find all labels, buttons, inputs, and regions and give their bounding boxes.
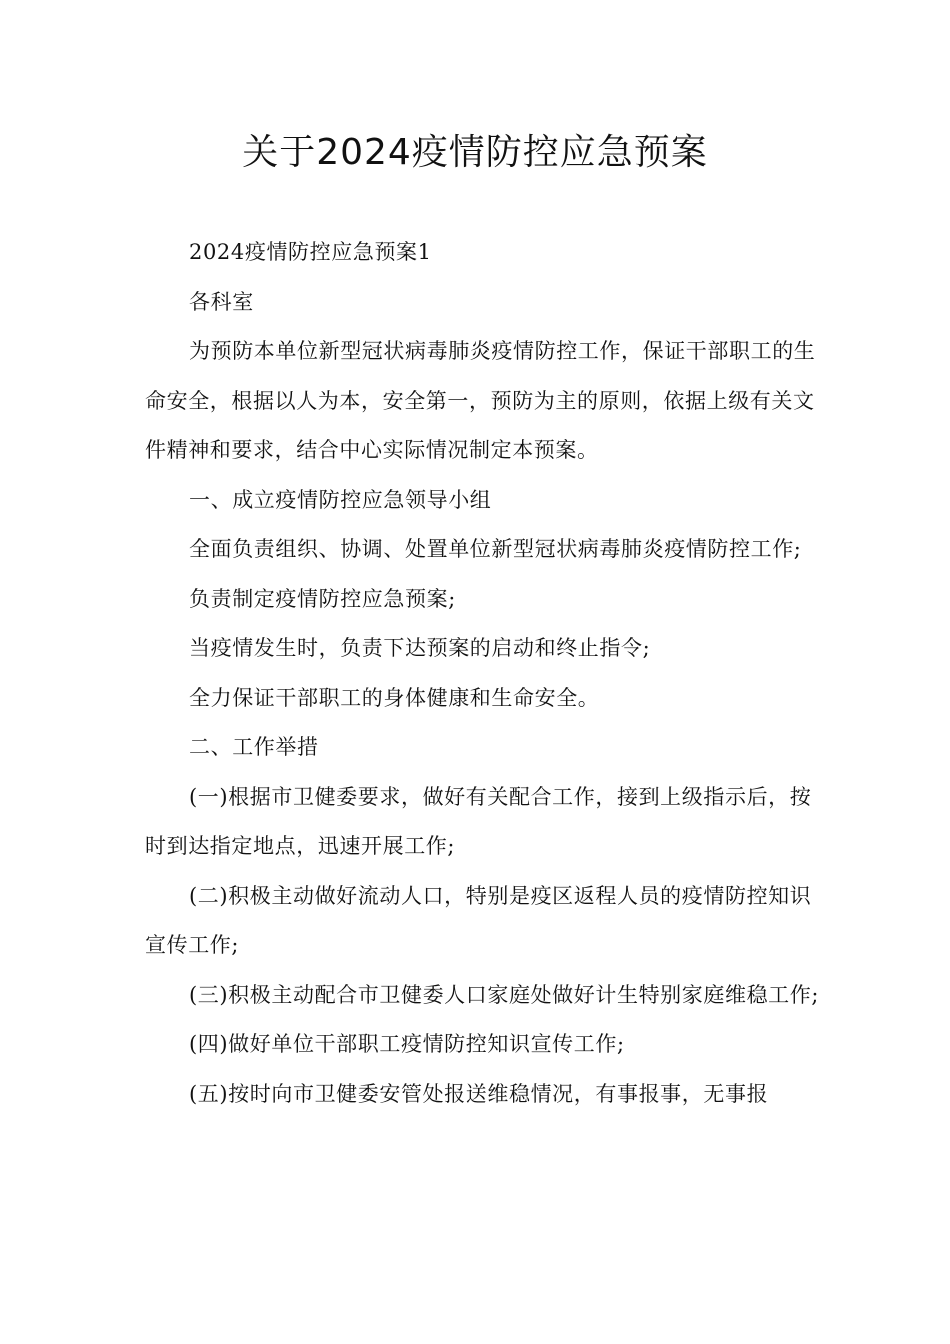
paragraph-intro: 为预防本单位新型冠状病毒肺炎疫情防控工作，保证干部职工的生命安全，根据以人为本，安全第一，预防为主的原则，依据上级有关文件精神和要求，结合中心实际情况制定本预案。 bbox=[145, 339, 816, 462]
paragraph-subtitle: 2024疫情防控应急预案1 bbox=[189, 240, 432, 264]
paragraph-duty-4: 全力保证干部职工的身体健康和生命安全。 bbox=[189, 685, 600, 710]
document-body bbox=[145, 228, 825, 1119]
measure-item-4: (四)做好单位干部职工疫情防控知识宣传工作; bbox=[189, 1032, 625, 1056]
paragraph-duty-1: 全面负责组织、协调、处置单位新型冠状病毒肺炎疫情防控工作; bbox=[189, 537, 802, 561]
document-title: 关于2024疫情防控应急预案 bbox=[242, 132, 708, 173]
measure-item-1: (一)根据市卫健委要求，做好有关配合工作，接到上级指示后，按时到达指定地点，迅速开展工作; bbox=[145, 784, 812, 858]
section-heading-2: 二、工作举措 bbox=[189, 735, 319, 759]
paragraph-duty-2: 负责制定疫情防控应急预案; bbox=[189, 586, 456, 611]
measure-item-3: (三)积极主动配合市卫健委人口家庭处做好计生特别家庭维稳工作; bbox=[189, 982, 820, 1007]
paragraph-duty-3: 当疫情发生时，负责下达预案的启动和终止指令; bbox=[189, 636, 651, 660]
paragraph-recipient: 各科室 bbox=[189, 289, 254, 314]
measure-item-2: (二)积极主动做好流动人口，特别是疫区返程人员的疫情防控知识宣传工作; bbox=[145, 883, 812, 957]
section-heading-1: 一、成立疫情防控应急领导小组 bbox=[189, 487, 492, 512]
measure-item-5: (五)按时向市卫健委安管处报送维稳情况，有事报事，无事报 bbox=[189, 1081, 769, 1106]
